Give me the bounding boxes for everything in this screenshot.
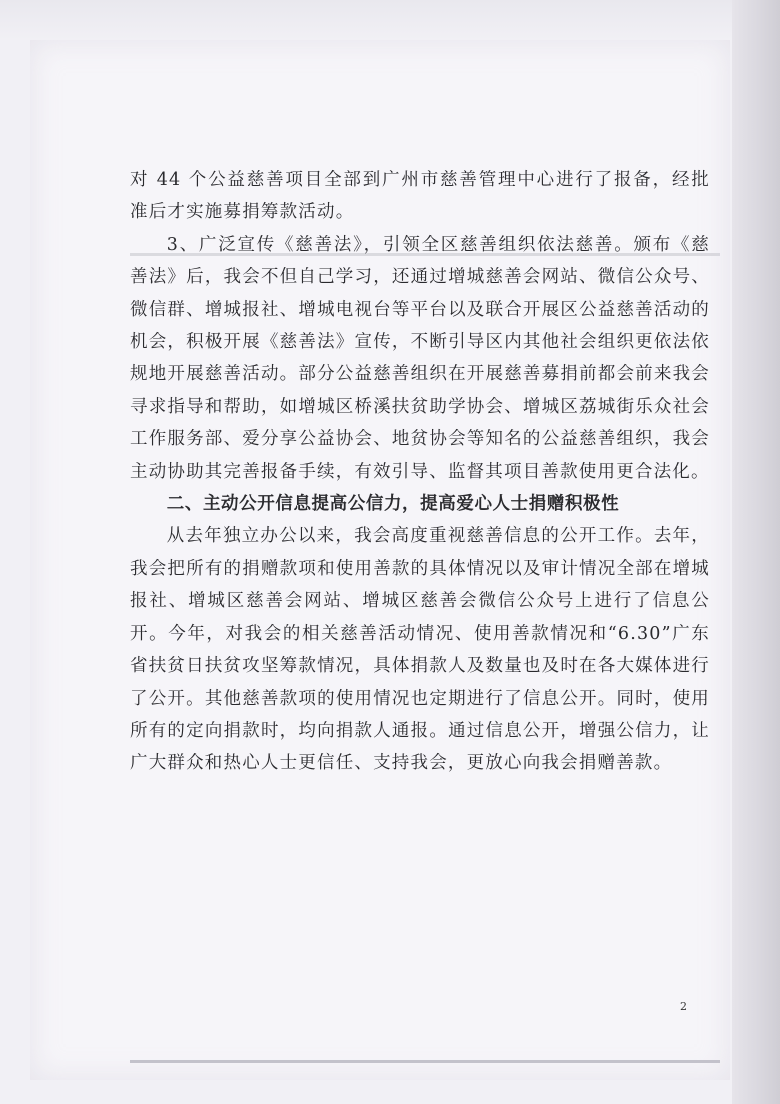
paragraph-continuation: 对 44 个公益慈善项目全部到广州市慈善管理中心进行了报备，经批准后才实施募捐筹款活动。 (130, 170, 710, 223)
scan-top-shading (0, 0, 732, 40)
document-body (130, 164, 710, 780)
page-number: 2 (680, 1000, 687, 1013)
scan-right-edge (732, 0, 780, 1104)
paragraph-item-3: 3、广泛宣传《慈善法》，引领全区慈善组织依法慈善。颁布《慈善法》后，我会不但自己学习，还通过增城慈善会网站、微信公众号、微信群、增城报社、增城电视台等平台以及联合开展区公益慈善活动的机会，积极开展《慈善法》宣传，不断引导区内其他社会组织更依法依规地开展慈善活动。部分公益慈善组织在开展慈善募捐前都会前来我会寻求指导和帮助，如增城区桥溪扶贫助学协会、增城区荔城街乐众社会工作服务部、爱分享公益协会、地贫协会等知名的公益慈善组织，我会主动协助其完善报备手续，有效引导、监督其项目善款使用更合法化。 (130, 234, 710, 482)
document-page (30, 40, 730, 1080)
paragraph-info-disclosure: 从去年独立办公以来，我会高度重视慈善信息的公开工作。去年，我会把所有的捐赠款项和使用善款的具体情况以及审计情况全部在增城报社、增城区慈善会网站、增城区慈善会微信公众号上进行了信息公开。今年，对我会的相关慈善活动情况、使用善款情况和“6.30”广东省扶贫日扶贫攻坚筹款情况，具体捐款人及数量也及时在各大媒体进行了公开。其他慈善款项的使用情况也定期进行了信息公开。同时，使用所有的定向捐款时，均向捐款人通报。通过信息公开，增强公信力，让广大群众和热心人士更信任、支持我会，更放心向我会捐赠善款。 (130, 526, 710, 774)
footer-rule (130, 1060, 720, 1063)
section-heading: 二、主动公开信息提高公信力，提高爱心人士捐赠积极性 (166, 494, 620, 515)
